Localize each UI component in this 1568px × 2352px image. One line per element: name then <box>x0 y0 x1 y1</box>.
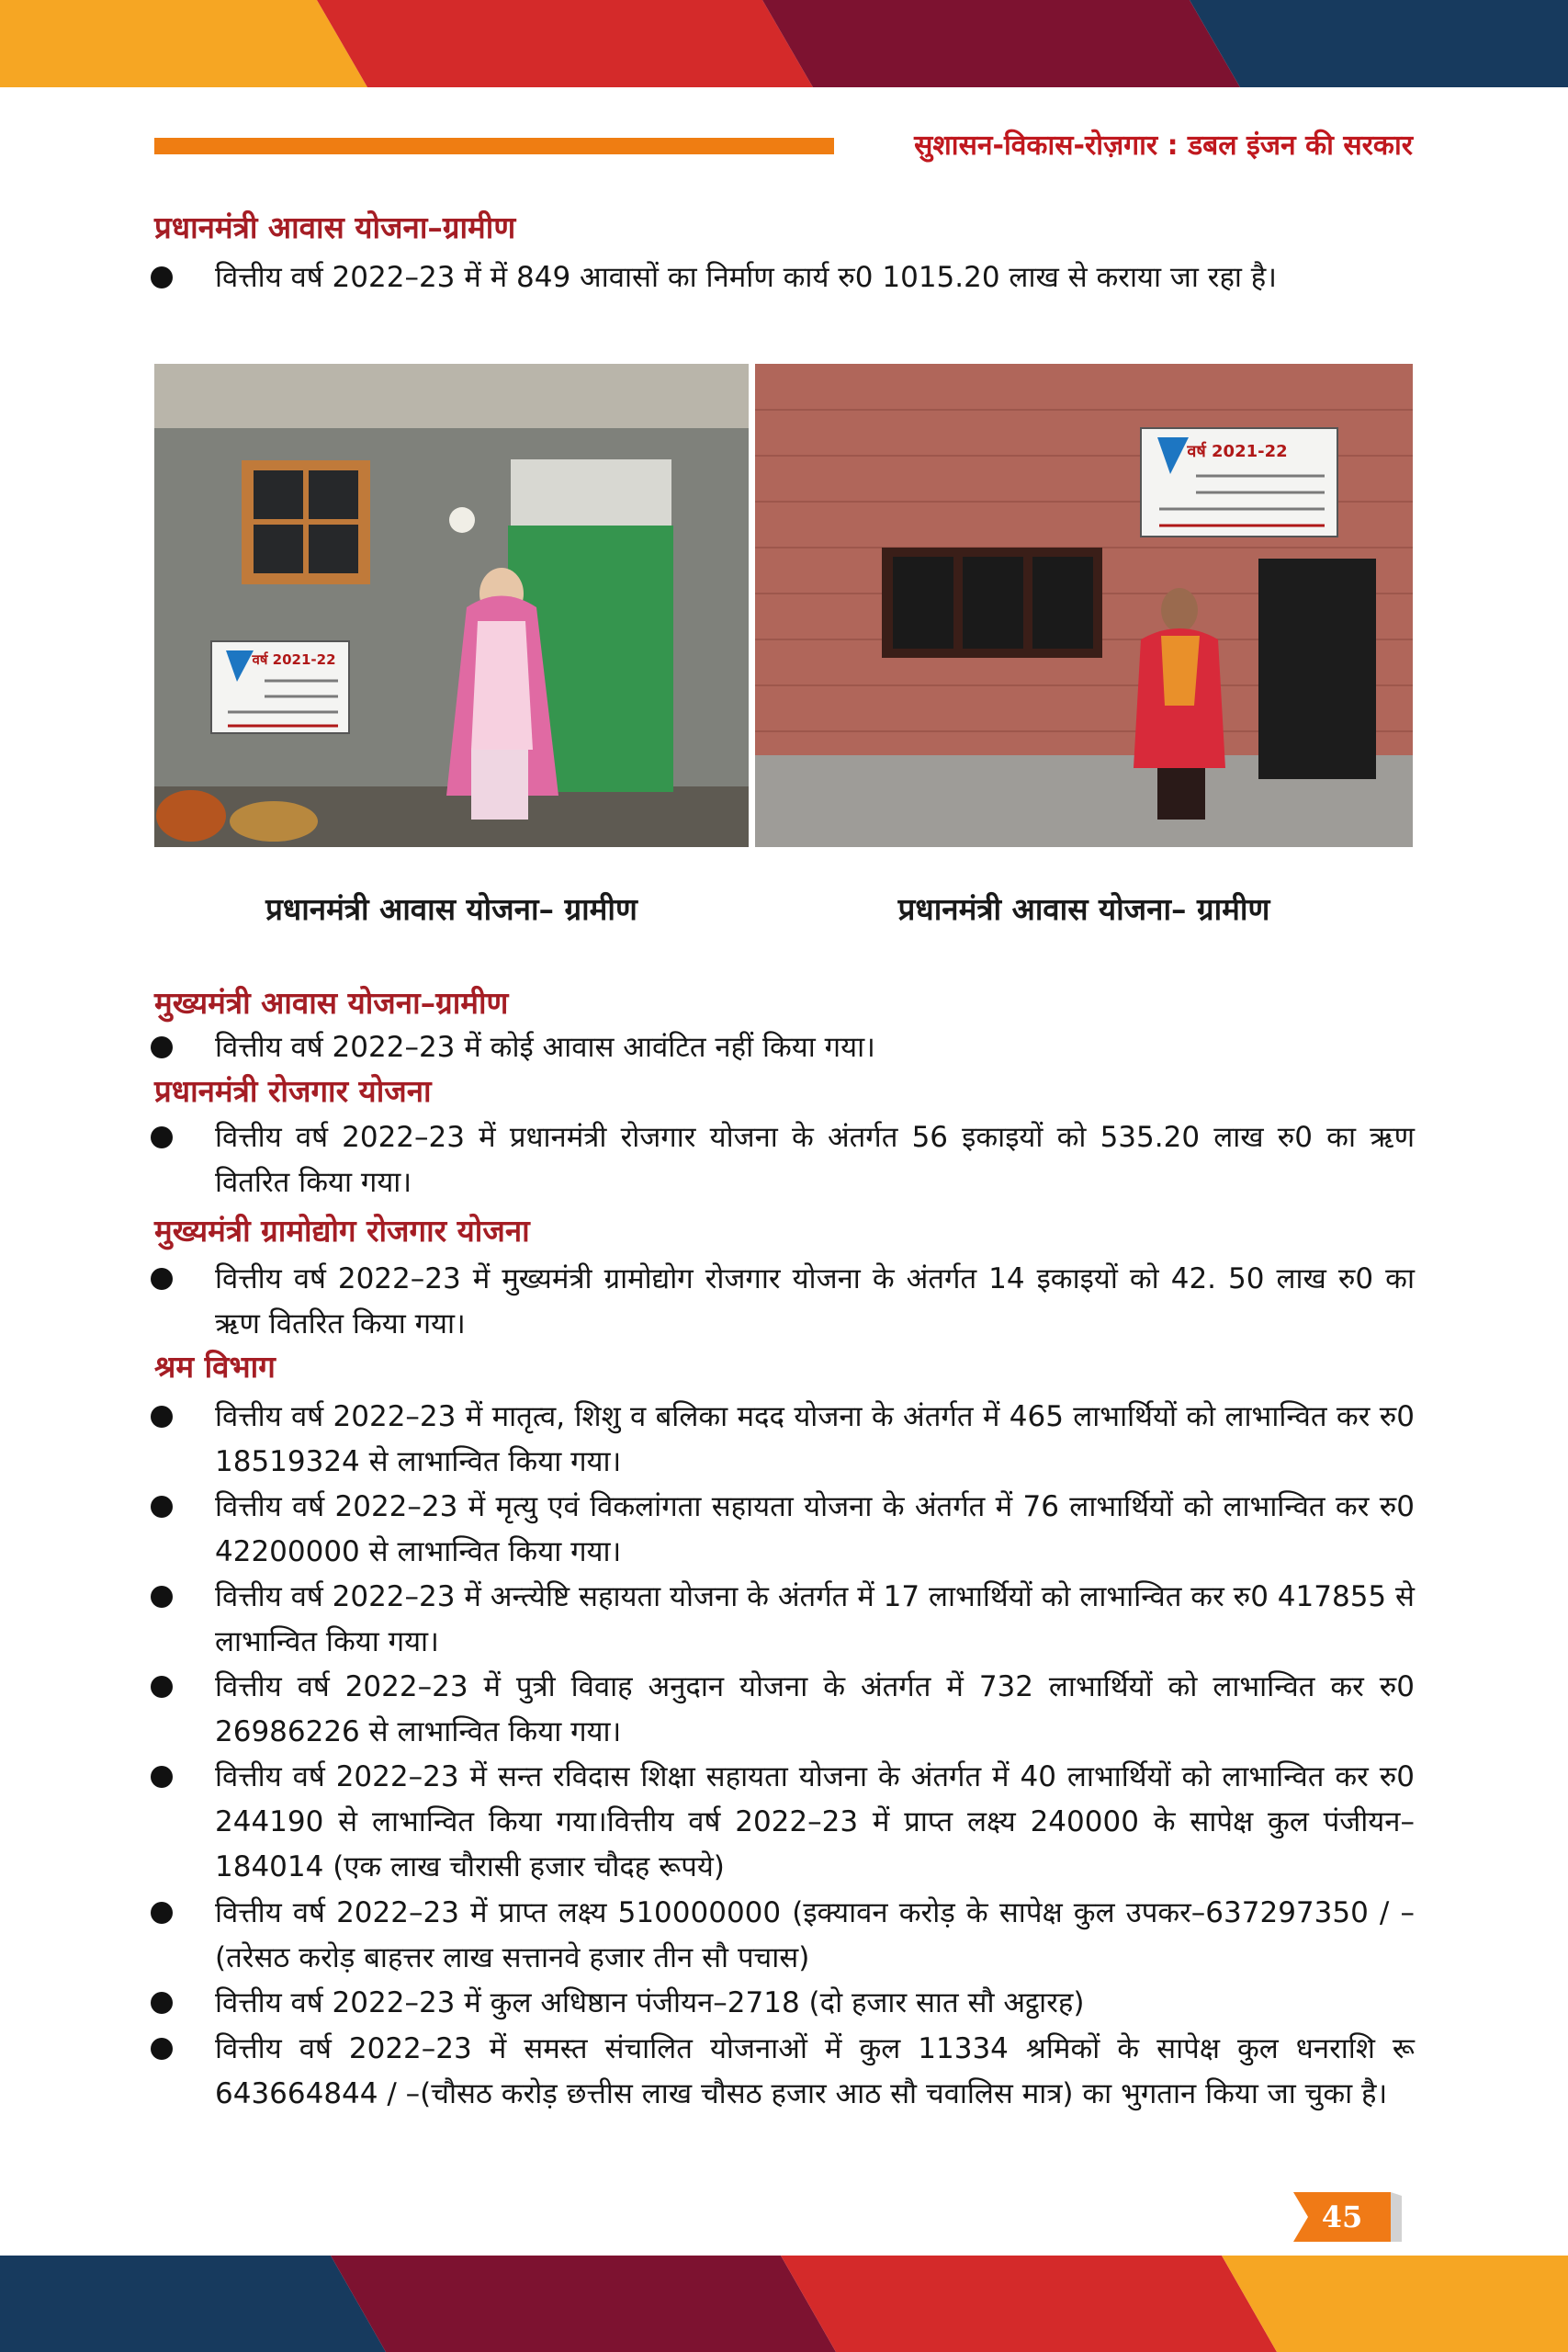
sign-year: वर्ष 2021-22 <box>1187 442 1288 461</box>
photo-caption-1: प्रधानमंत्री आवास योजना– ग्रामीण <box>265 891 637 927</box>
bottom-color-band <box>0 2256 1568 2352</box>
band-navy-stripe <box>0 2256 386 2352</box>
bullet-icon <box>151 1676 173 1698</box>
top-color-band <box>0 0 1568 87</box>
sign-year: वर्ष 2021-22 <box>252 651 336 668</box>
photo-caption-2: प्रधानमंत्री आवास योजना– ग्रामीण <box>897 891 1270 927</box>
bullet-text: वित्तीय वर्ष 2022–23 में कुल अधिष्ठान पंजीयन–2718 (दो हजार सात सौ अट्ठारह) <box>215 1986 1085 2019</box>
bullet-icon <box>151 1992 173 2014</box>
bullet-icon <box>151 1586 173 1608</box>
band-yellow-stripe <box>1222 2256 1568 2352</box>
bullet-icon <box>151 2038 173 2060</box>
section-heading-pm-rojgar: प्रधानमंत्री रोजगार योजना <box>154 1073 432 1109</box>
section-heading-pm-awas: प्रधानमंत्री आवास योजना–ग्रामीण <box>154 209 516 245</box>
bullet-text: वित्तीय वर्ष 2022–23 में अन्त्येष्टि सहायता योजना के अंतर्गत में 17 लाभार्थियों को लाभान्वित कर रु0 417855 से लाभान्वित किया गया। <box>215 1580 1415 1658</box>
page-badge-shadow <box>1391 2192 1402 2242</box>
photo-beneficiary-house-1 <box>154 364 749 847</box>
bullet-icon <box>151 1036 173 1058</box>
section-heading-shram-vibhag: श्रम विभाग <box>154 1349 276 1385</box>
bullet-icon <box>151 1406 173 1428</box>
bullet-icon <box>151 266 173 288</box>
photo-beneficiary-house-2 <box>755 364 1413 847</box>
header-title: सुशासन-विकास-रोज़गार : डबल इंजन की सरकार <box>914 130 1413 162</box>
section-heading-cm-gramodyog: मुख्यमंत्री ग्रामोद्योग रोजगार योजना <box>154 1213 530 1249</box>
bullet-text: वित्तीय वर्ष 2022–23 में मातृत्व, शिशु व बलिका मदद योजना के अंतर्गत में 465 लाभार्थियों को लाभान्वित कर रु0 18519324 से लाभान्वित किया गया। <box>215 1400 1415 1478</box>
bullet-text: वित्तीय वर्ष 2022–23 में में 849 आवासों का निर्माण कार्य रु0 1015.20 लाख से कराया जा रहा है। <box>215 261 1277 294</box>
bullet-text: वित्तीय वर्ष 2022–23 में पुत्री विवाह अनुदान योजना के अंतर्गत में 732 लाभार्थियों को लाभान्वित कर रु0 26986226 से लाभान्वित किया गया। <box>215 1670 1415 1748</box>
bullet-icon <box>151 1766 173 1788</box>
bullet-text: वित्तीय वर्ष 2022–23 में सन्त रविदास शिक्षा सहायता योजना के अंतर्गत में 40 लाभार्थियों को लाभान्वित कर रु0 244190 से लाभान्वित किया गया।वित्तीय वर्ष 2022–23 में प्राप्त लक्ष्य 240000 के सापेक्ष कुल पंजीयन– 184014 (एक लाख चौरासी हजार चौदह रूपये) <box>215 1760 1415 1883</box>
bullet-text: वित्तीय वर्ष 2022–23 में मुख्यमंत्री ग्रामोद्योग रोजगार योजना के अंतर्गत 14 इकाइयों को 42. 50 लाख रु0 का ऋण वितरित किया गया। <box>215 1262 1415 1340</box>
section-heading-cm-awas: मुख्यमंत्री आवास योजना–ग्रामीण <box>154 985 509 1021</box>
bullet-text: वित्तीय वर्ष 2022–23 में प्रधानमंत्री रोजगार योजना के अंतर्गत 56 इकाइयों को 535.20 लाख रु0 का ऋण वितरित किया गया। <box>215 1121 1415 1199</box>
bullet-text: वित्तीय वर्ष 2022–23 में प्राप्त लक्ष्य 510000000 (इक्यावन करोड़ के सापेक्ष कुल उपकर–637297350 / – (तरेसठ करोड़ बाहत्तर लाख सत्तानवे हजार तीन सौ पचास) <box>215 1896 1415 1974</box>
band-red-stripe <box>317 0 813 87</box>
header-rule <box>154 138 834 154</box>
bullet-icon <box>151 1268 173 1290</box>
band-maroon-stripe <box>331 2256 836 2352</box>
band-red-stripe <box>781 2256 1277 2352</box>
bullet-text: वित्तीय वर्ष 2022–23 में समस्त संचालित योजनाओं में कुल 11334 श्रमिकों के सापेक्ष कुल धनराशि रू 643664844 / –(चौसठ करोड़ छत्तीस लाख चौसठ हजार आठ सौ चवालिस मात्र) का भुगतान किया जा चुका है। <box>215 2032 1415 2110</box>
band-yellow-stripe <box>0 0 367 87</box>
bullet-text: वित्तीय वर्ष 2022–23 में मृत्यु एवं विकलांगता सहायता योजना के अंतर्गत में 76 लाभार्थियों को लाभान्वित कर रु0 42200000 से लाभान्वित किया गया। <box>215 1490 1415 1568</box>
page-number: 45 <box>1321 2199 1363 2234</box>
band-maroon-stripe <box>762 0 1240 87</box>
bullet-icon <box>151 1496 173 1518</box>
bullet-icon <box>151 1902 173 1924</box>
bullet-text: वित्तीय वर्ष 2022–23 में कोई आवास आवंटित नहीं किया गया। <box>215 1031 875 1064</box>
band-navy-stripe <box>1190 0 1568 87</box>
bullet-icon <box>151 1126 173 1148</box>
